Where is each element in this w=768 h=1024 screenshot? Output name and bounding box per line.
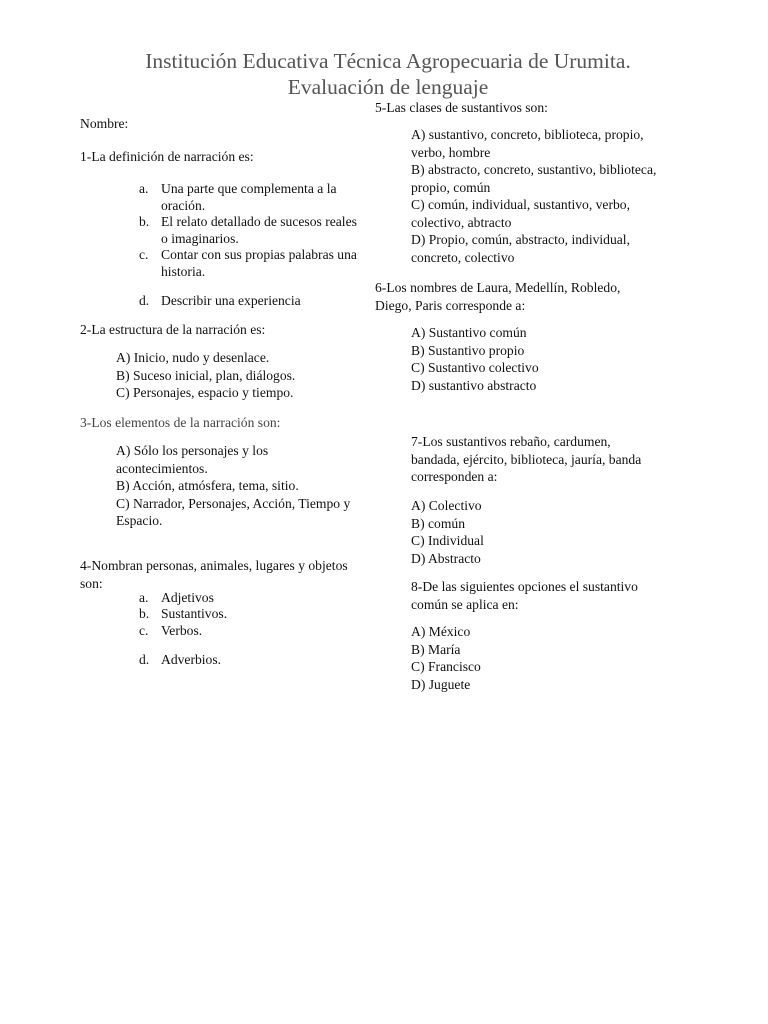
q5-option-line: B) abstracto, concreto, sustantivo, biblioteca, <box>411 162 657 177</box>
q1-option-d-marker: d. <box>139 293 150 308</box>
question-6-line: Diego, Paris corresponde a: <box>375 297 526 313</box>
q7-option-d: D) Abstracto <box>411 550 481 566</box>
q7-option-b: B) común <box>411 515 465 531</box>
q4-option-c-text: Verbos. <box>161 623 203 638</box>
q1-option-d-line: Describir una experiencia <box>161 293 301 308</box>
q5-option-line: colectivo, abtracto <box>411 214 512 230</box>
question-8-line: 8-De las siguientes opciones el sustantivo <box>411 579 638 594</box>
q8-options <box>411 623 481 693</box>
q5-option-line: concreto, colectivo <box>411 249 515 265</box>
question-6 <box>375 279 620 314</box>
q8-option-d: D) Juguete <box>411 676 471 692</box>
q4-option-d-text: Adverbios. <box>161 652 222 667</box>
question-7 <box>411 433 641 486</box>
q4-option-b-marker: b. <box>139 606 150 621</box>
q2-option-c: C) Personajes, espacio y tiempo. <box>116 385 294 400</box>
q2-options <box>116 349 295 402</box>
q6-option-c: C) Sustantivo colectivo <box>411 360 539 375</box>
q3-option-line: A) Sólo los personajes y los <box>116 443 269 458</box>
question-7-line: bandada, ejército, biblioteca, jauría, banda <box>411 451 642 467</box>
q3-option-line: Espacio. <box>116 513 163 528</box>
q4-option-a-text: Adjetivos <box>161 590 214 605</box>
q5-option-line: D) Propio, común, abstracto, individual, <box>411 232 630 247</box>
q7-option-a: A) Colectivo <box>411 498 482 513</box>
q5-option-line: A) sustantivo, concreto, biblioteca, propio, <box>411 127 644 142</box>
q5-option-line: verbo, hombre <box>411 144 491 160</box>
question-4 <box>80 557 348 592</box>
question-7-line: corresponden a: <box>411 469 498 484</box>
q6-option-b: B) Sustantivo propio <box>411 342 525 358</box>
question-3: 3-Los elementos de la narración son: <box>80 415 281 430</box>
q1-option-a-marker: a. <box>139 181 149 196</box>
q1-option-a-line: Una parte que complementa a la <box>161 181 337 196</box>
question-5: 5-Las clases de sustantivos son: <box>375 100 548 115</box>
question-4-line: 4-Nombran personas, animales, lugares y objetos <box>80 558 348 573</box>
question-8 <box>411 578 638 613</box>
q1-option-b-line: o imaginarios. <box>161 230 239 246</box>
q1-option-a-line: oración. <box>161 197 206 213</box>
question-6-line: 6-Los nombres de Laura, Medellín, Robledo, <box>375 280 621 295</box>
q7-options <box>411 497 484 567</box>
question-4-line: son: <box>80 575 103 591</box>
q1-option-c-line: Contar con sus propias palabras una <box>161 247 357 262</box>
q3-option-line: acontecimientos. <box>116 460 208 476</box>
name-label: Nombre: <box>80 116 129 131</box>
q2-option-b: B) Suceso inicial, plan, diálogos. <box>116 367 296 383</box>
q6-option-d: D) sustantivo abstracto <box>411 377 537 393</box>
q3-option-line: C) Narrador, Personajes, Acción, Tiempo y <box>116 495 351 511</box>
q2-option-a: A) Inicio, nudo y desenlace. <box>116 350 270 365</box>
q6-option-a: A) Sustantivo común <box>411 325 527 340</box>
exam-title: Evaluación de lenguaje <box>287 75 489 99</box>
question-1: 1-La definición de narración es: <box>80 149 254 164</box>
q5-option-line: C) común, individual, sustantivo, verbo, <box>411 197 630 212</box>
q3-option-line: B) Acción, atmósfera, tema, sitio. <box>116 478 299 493</box>
q1-option-c-line: historia. <box>161 263 206 279</box>
q1-option-c-marker: c. <box>139 247 149 262</box>
school-title: Institución Educativa Técnica Agropecuaria de Urumita. <box>145 49 631 73</box>
question-7-line: 7-Los sustantivos rebaño, cardumen, <box>411 434 611 449</box>
q8-option-c: C) Francisco <box>411 659 481 674</box>
question-2: 2-La estructura de la narración es: <box>80 322 266 337</box>
q7-option-c: C) Individual <box>411 533 484 548</box>
q5-options <box>411 126 656 266</box>
q4-option-a-marker: a. <box>139 590 149 605</box>
q8-option-a: A) México <box>411 624 471 639</box>
q1-option-b-marker: b. <box>139 214 150 229</box>
q3-options <box>116 442 350 530</box>
q4-option-c-marker: c. <box>139 623 149 638</box>
question-8-line: común se aplica en: <box>411 596 519 612</box>
q8-option-b: B) María <box>411 641 461 657</box>
q4-option-b-text: Sustantivos. <box>161 606 228 621</box>
q4-option-d-marker: d. <box>139 652 150 667</box>
q1-option-b-line: El relato detallado de sucesos reales <box>161 214 357 229</box>
q5-option-line: propio, común <box>411 179 491 195</box>
q6-options <box>411 324 539 394</box>
